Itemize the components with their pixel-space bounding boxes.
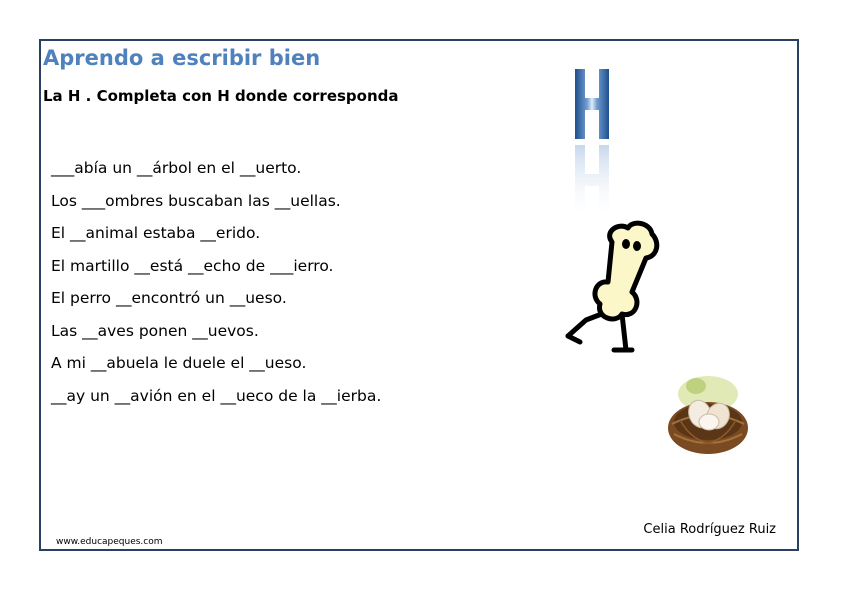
worksheet-title: Aprendo a escribir bien [43, 46, 321, 70]
exercise-sentence: Los ___ombres buscaban las __uellas. [51, 191, 341, 210]
exercise-sentence-list [51, 152, 381, 412]
exercise-sentence: Las __aves ponen __uevos. [51, 321, 259, 340]
exercise-sentence: ___abía un __árbol en el __uerto. [51, 159, 302, 177]
exercise-sentence: El __animal estaba __erido. [51, 224, 261, 242]
walking-bone-icon [560, 220, 674, 360]
exercise-sentence: El perro __encontró un __ueso. [51, 289, 287, 307]
author-credit: Celia Rodríguez Ruiz [643, 522, 776, 537]
letter-h-icon [572, 66, 612, 218]
exercise-sentence: A mi __abuela le duele el __ueso. [51, 354, 307, 372]
exercise-sentence: El martillo __está __echo de ___ierro. [51, 256, 334, 275]
website-link[interactable]: www.educapeques.com [56, 537, 163, 547]
exercise-sentence: __ay un __avión en el __ueco de la __ierba. [51, 386, 382, 405]
bird-nest-eggs-icon [662, 372, 754, 462]
worksheet-instructions: La H . Completa con H donde corresponda [43, 87, 399, 105]
